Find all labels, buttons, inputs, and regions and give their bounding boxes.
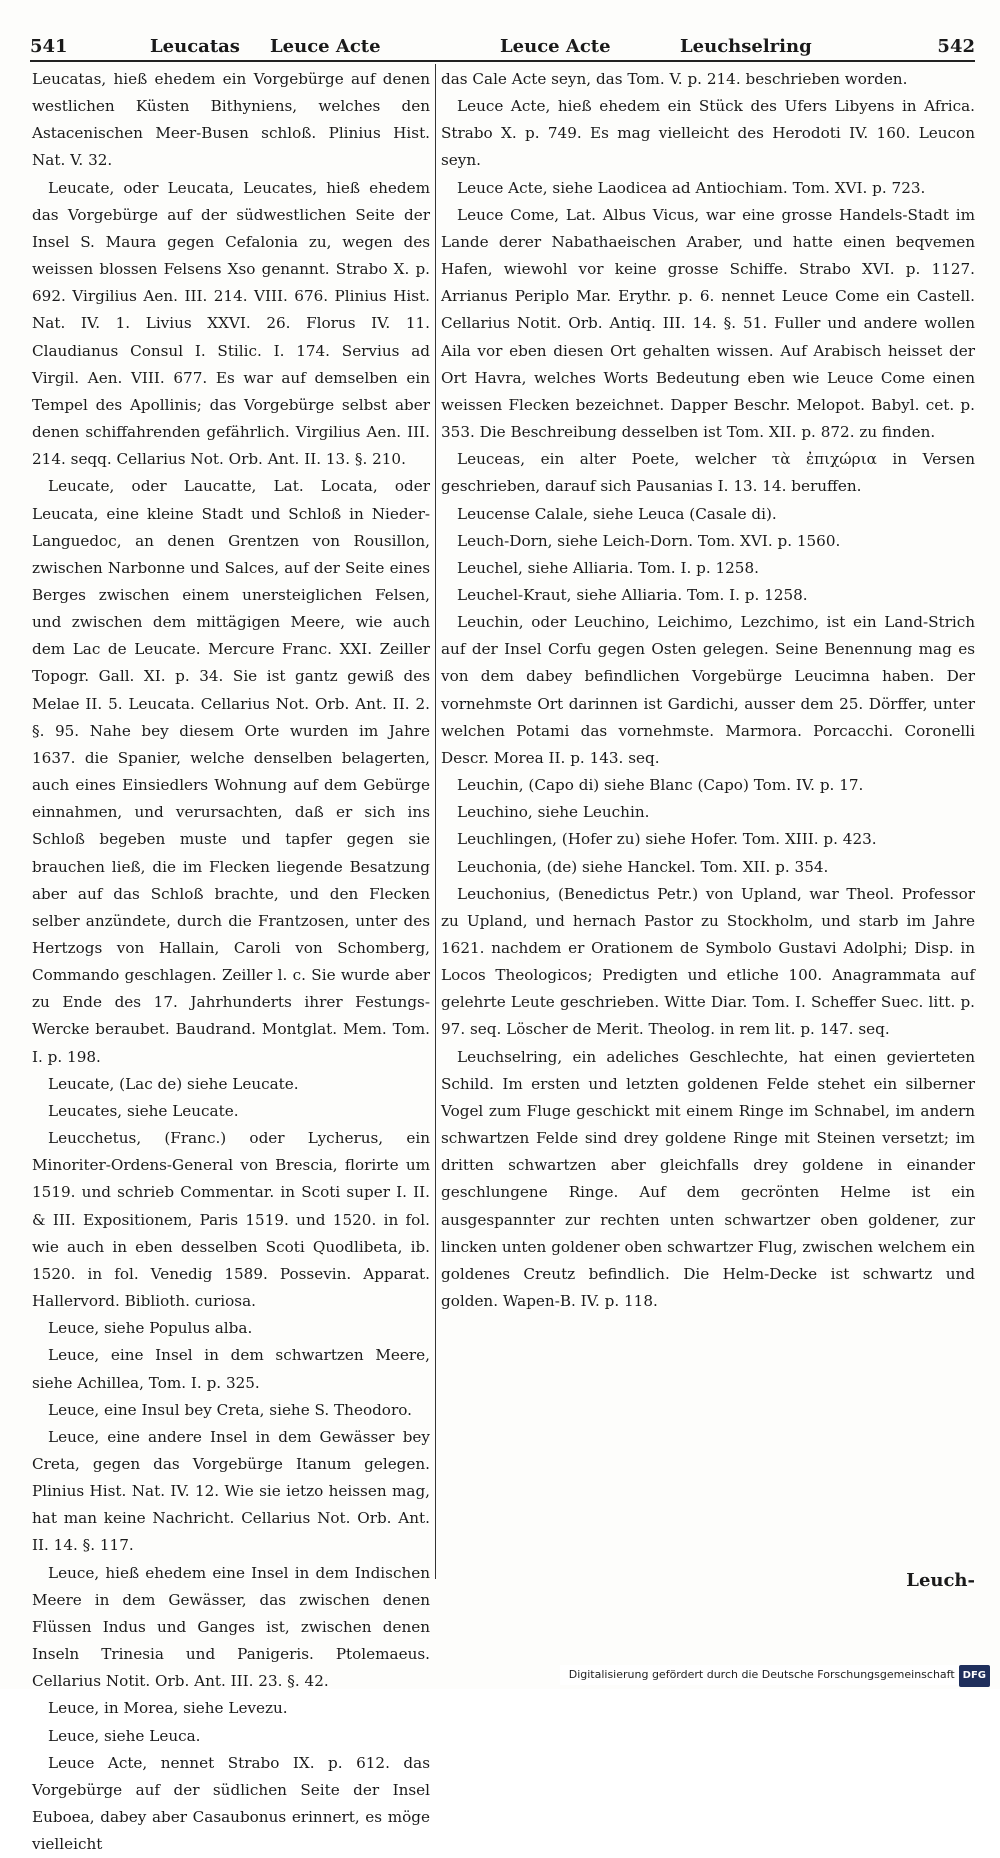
- dfg-logo: DFG: [959, 1665, 990, 1687]
- dictionary-entry: Leucates, siehe Leucate.: [48, 1101, 239, 1120]
- dictionary-entry: Leuchonia, (de) siehe Hanckel. Tom. XII. p. 354.: [457, 857, 829, 876]
- dictionary-entry: Leuceas, ein alter Poete, welcher τὰ ἐπιχώρια in Versen geschrieben, darauf sich Pausanias I. 13. 14. beruffen.: [441, 450, 975, 496]
- dictionary-entry: Leucate, (Lac de) siehe Leucate.: [48, 1074, 299, 1093]
- dictionary-entry: Leucate, oder Laucatte, Lat. Locata, oder Leucata, eine kleine Stadt und Schloß in Nieder-Languedoc, an denen Grentzen von Rousillon, zwischen Narbonne und Salces, auf der Seite eines Berges zwischen einem unersteiglichen Felsen, und zwischen dem mittägigen Meere, wie auch dem Lac de Leucate. Mercure Franc. XXI. Zeiller Topogr. Gall. XI. p. 34. Sie ist gantz gewiß des Melae II. 5. Leucata. Cellarius Not. Orb. Ant. II. 2. §. 95. Nahe bey diesem Orte wurden im Jahre 1637. die Spanier, welche denselben belagerten, auch eines Einsiedlers Wohnung auf dem Gebürge einnahmen, und verursachten, daß er sich ins Schloß begeben muste und tapfer gegen sie brauchen ließ, die im Flecken liegende Besatzung aber auf das Schloß brachte, und den Flecken selber anzündete, durch die Frantzosen, unter des Hertzogs von Hallain, Caroli von Schomberg, Commando geschlagen. Zeiller l. c. Sie wurde aber zu Ende des 17. Jahrhunderts ihrer Festungs-Wercke beraubet. Baudrand. Montglat. Mem. Tom. I. p. 198.: [32, 477, 430, 1066]
- page-number-right: 542: [937, 36, 975, 57]
- dictionary-entry: Leuce, eine Insel in dem schwartzen Meere, siehe Achillea, Tom. I. p. 325.: [32, 1346, 430, 1392]
- header-word-right-1: Leuce Acte: [500, 36, 611, 57]
- dictionary-entry: Leucense Calale, siehe Leuca (Casale di).: [457, 504, 777, 523]
- dictionary-entry: Leuchselring, ein adeliches Geschlechte, hat einen gevierteten Schild. Im ersten und letzten goldenen Felde stehet ein silberner Vogel zum Fluge geschickt mit einem Ringe im Schnabel, im andern schwartzen Felde sind drey goldene Ringe mit Steinen versetzt; im dritten schwartzen aber gleichfalls drey goldene in einander geschlungene Ringe. Auf dem gecrönten Helme ist ein ausgespannter zur rechten unten schwartzer oben goldener, zur lincken unten goldener oben schwartzer Flug, zwischen welchem ein goldenes Creutz befindlich. Die Helm-Decke ist schwartz und golden. Wapen-B. IV. p. 118.: [441, 1047, 975, 1311]
- dictionary-entry: Leuchel-Kraut, siehe Alliaria. Tom. I. p. 1258.: [457, 585, 808, 604]
- left-column: [32, 66, 430, 1858]
- dictionary-entry: Leuchin, (Capo di) siehe Blanc (Capo) Tom. IV. p. 17.: [457, 776, 864, 795]
- dictionary-entry: Leuce, siehe Leuca.: [48, 1726, 201, 1745]
- column-divider: [435, 64, 436, 1579]
- dictionary-entry: Leuce, siehe Populus alba.: [48, 1319, 253, 1338]
- dictionary-entry: Leuce Acte, hieß ehedem ein Stück des Ufers Libyens in Africa. Strabo X. p. 749. Es mag vielleicht des Herodoti IV. 160. Leucon seyn.: [441, 97, 975, 170]
- dictionary-entry: Leuce, in Morea, siehe Levezu.: [48, 1699, 288, 1718]
- dictionary-entry: Leuce, eine Insul bey Creta, siehe S. Theodoro.: [48, 1400, 412, 1419]
- dictionary-entry: Leuce, eine andere Insel in dem Gewässer bey Creta, gegen das Vorgebürge Itanum gelegen. Plinius Hist. Nat. IV. 12. Wie sie ietzo heissen mag, hat man keine Nachricht. Cellarius Not. Orb. Ant. II. 14. §. 117.: [32, 1427, 430, 1555]
- page-number-left: 541: [30, 36, 68, 57]
- dictionary-entry: Leuchino, siehe Leuchin.: [457, 803, 650, 822]
- catchword: Leuch-: [906, 1570, 975, 1591]
- header-word-left-1: Leucatas: [150, 36, 240, 57]
- right-column: [441, 66, 975, 1315]
- dictionary-entry: Leuce Acte, siehe Laodicea ad Antiochiam. Tom. XVI. p. 723.: [457, 178, 926, 197]
- dictionary-entry: Leuchel, siehe Alliaria. Tom. I. p. 1258.: [457, 558, 759, 577]
- running-header: [30, 34, 975, 60]
- footer-text: Digitalisierung gefördert durch die Deutsche Forschungsgemeinschaft: [568, 1668, 955, 1681]
- dictionary-entry: Leuce Acte, nennet Strabo IX. p. 612. das Vorgebürge auf der südlichen Seite der Insel Euboea, dabey aber Casaubonus erinnert, es möge vielleicht: [32, 1753, 430, 1854]
- dictionary-entry: Leucchetus, (Franc.) oder Lycherus, ein Minoriter-Ordens-General von Brescia, florirte um 1519. und schrieb Commentar. in Scoti super I. II. & III. Expositionem, Paris 1519. und 1520. in fol. wie auch in eben desselben Scoti Quodlibeta, ib. 1520. in fol. Venedig 1589. Possevin. Apparat. Hallervord. Biblioth. curiosa.: [32, 1129, 430, 1311]
- dictionary-entry: Leuchin, oder Leuchino, Leichimo, Lezchimo, ist ein Land-Strich auf der Insel Corfu gegen Osten gelegen. Seine Benennung mag es von dem dabey befindlichen Vorgebürge Leucimna haben. Der vornehmste Ort darinnen ist Gardichi, ausser dem 25. Dörffer, unter welchen Potami das vornehmste. Marmora. Porcacchi. Coronelli Descr. Morea II. p. 143. seq.: [441, 613, 975, 767]
- dictionary-entry: Leuch-Dorn, siehe Leich-Dorn. Tom. XVI. p. 1560.: [457, 531, 841, 550]
- dictionary-entry: das Cale Acte seyn, das Tom. V. p. 214. beschrieben worden.: [441, 70, 908, 88]
- dictionary-entry: Leuce, hieß ehedem eine Insel in dem Indischen Meere in dem Gewässer, das zwischen denen Flüssen Indus und Ganges ist, zwischen denen Inseln Trinesia und Panigeris. Ptolemaeus. Cellarius Notit. Orb. Ant. III. 23. §. 42.: [32, 1563, 430, 1691]
- dictionary-entry: Leuchlingen, (Hofer zu) siehe Hofer. Tom. XIII. p. 423.: [457, 830, 877, 849]
- header-word-right-2: Leuchselring: [680, 36, 812, 57]
- header-rule: [30, 60, 975, 62]
- dictionary-entry: Leuchonius, (Benedictus Petr.) von Upland, war Theol. Professor zu Upland, und hernach Pastor zu Stockholm, und starb im Jahre 1621. nachdem er Orationem de Symbolo Gustavi Adolphi; Disp. in Locos Theologicos; Predigten und etliche 100. Anagrammata auf gelehrte Leute geschrieben. Witte Diar. Tom. I. Scheffer Suec. litt. p. 97. seq. Löscher de Merit. Theolog. in rem lit. p. 147. seq.: [441, 884, 975, 1039]
- header-word-left-2: Leuce Acte: [270, 36, 381, 57]
- dictionary-entry: Leuce Come, Lat. Albus Vicus, war eine grosse Handels-Stadt im Lande derer Nabathaeischen Araber, und hatte einen beqvemen Hafen, wiewohl vor keine grosse Schiffe. Strabo XVI. p. 1127. Arrianus Periplo Mar. Erythr. p. 6. nennet Leuce Come ein Castell. Cellarius Notit. Orb. Antiq. III. 14. §. 51. Fuller und andere wollen Aila vor eben diesen Ort gehalten wissen. Auf Arabisch heisset der Ort Havra, welches Worts Bedeutung eben wie Leuce Come einen weissen Flecken bezeichnet. Dapper Beschr. Melopot. Babyl. cet. p. 353. Die Beschreibung desselben ist Tom. XII. p. 872. zu finden.: [441, 205, 975, 442]
- dictionary-entry: Leucate, oder Leucata, Leucates, hieß ehedem das Vorgebürge auf der südwestlichen Seite der Insel S. Maura gegen Cefalonia zu, wegen des weissen blossen Felsens Xso genannt. Strabo X. p. 692. Virgilius Aen. III. 214. VIII. 676. Plinius Hist. Nat. IV. 1. Livius XXVI. 26. Florus IV. 11. Claudianus Consul I. Stilic. I. 174. Servius ad Virgil. Aen. VIII. 677. Es war auf demselben ein Tempel des Apollinis; das Vorgebürge selbst aber denen schiffahrenden gefährlich. Virgilius Aen. III. 214. seqq. Cellarius Not. Orb. Ant. II. 13. §. 210.: [32, 178, 430, 469]
- dictionary-entry: Leucatas, hieß ehedem ein Vorgebürge auf denen westlichen Küsten Bithyniens, welches den Astacenischen Meer-Busen schloß. Plinius Hist. Nat. V. 32.: [32, 70, 430, 170]
- digitization-footer: [560, 1665, 990, 1685]
